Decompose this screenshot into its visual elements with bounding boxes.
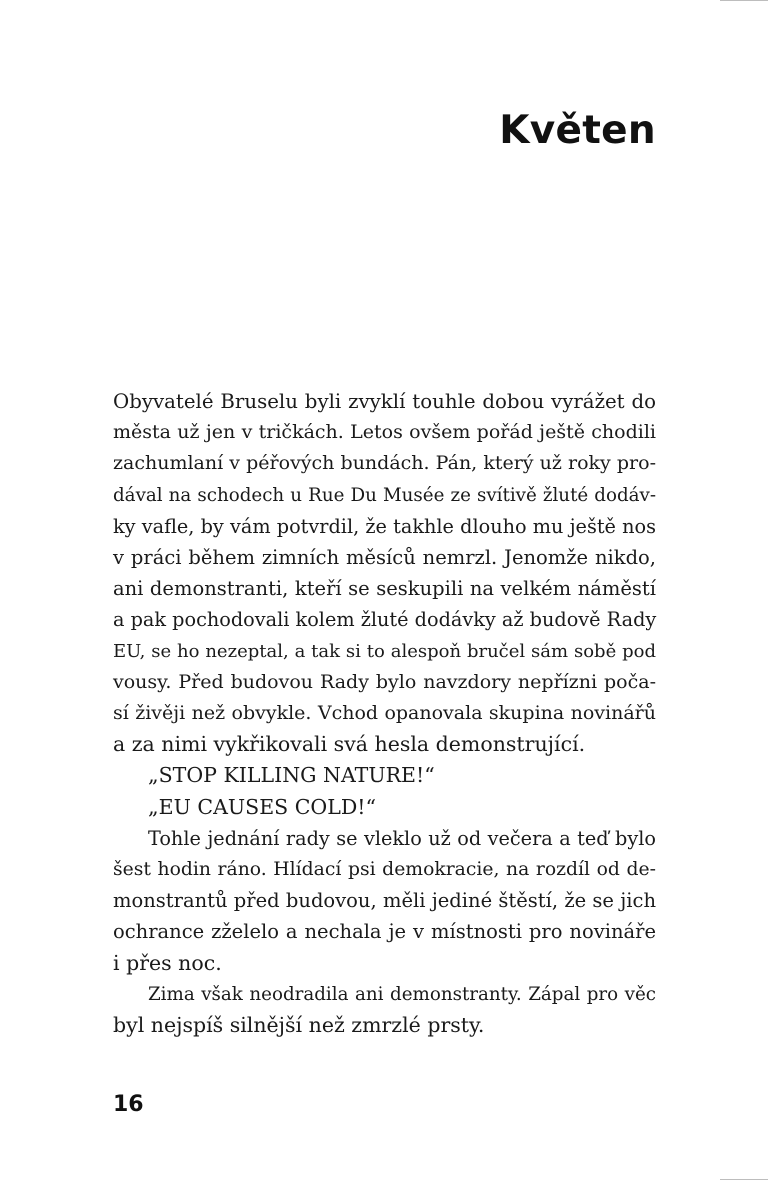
text-line: byl nejspíš silnější než zmrzlé prsty. [113, 1013, 485, 1038]
text-line: monstrantů před budovou, měli jediné štěstí, že se jich [113, 889, 656, 913]
text-line: ani demonstranti, kteří se seskupili na velkém náměstí [113, 577, 656, 601]
text-line: Obyvatelé Bruselu byli zvyklí touhle dobou vyrážet do [113, 390, 656, 413]
text-line: i přes noc. [113, 950, 222, 975]
chapter-title: Květen [499, 108, 656, 153]
text-line: Zima však neodradila ani demonstranty. Zápal pro věc [148, 983, 656, 1005]
text-line: v práci během zimních měsíců nemrzl. Jenomže nikdo, [113, 546, 656, 570]
text-line: šest hodin ráno. Hlídací psi demokracie, na rozdíl od de- [113, 859, 656, 881]
body-text [113, 386, 656, 1041]
text-line: dával na schodech u Rue Du Musée ze svítivě žluté dodáv- [113, 484, 656, 506]
page-number: 16 [113, 1092, 144, 1117]
crop-mark-top [720, 0, 768, 1]
text-line: sí živěji než obvykle. Vchod opanovala skupina novinářů [113, 702, 656, 725]
crop-mark-bottom [720, 1179, 768, 1180]
text-line: Tohle jednání rady se vleklo už od večera a teď bylo [148, 826, 656, 850]
text-line: ochrance zželelo a nechala je v místnosti pro novináře [113, 920, 656, 944]
text-line: vousy. Před budovou Rady bylo navzdory nepřízni poča- [113, 670, 656, 693]
text-line: ky vafle, by vám potvrdil, že takhle dlouho mu ještě nos [113, 514, 656, 538]
text-line: a za nimi vykřikovali svá hesla demonstrující. [113, 732, 586, 757]
text-line: EU, se ho nezeptal, a tak si to alespoň bručel sám sobě pod [113, 640, 656, 662]
text-line: „EU CAUSES COLD!“ [148, 794, 376, 819]
text-line: zachumlaní v péřových bundách. Pán, který už roky pro- [113, 452, 656, 475]
text-line: města už jen v tričkách. Letos ovšem pořád ještě chodili [113, 421, 656, 444]
text-line: a pak pochodovali kolem žluté dodávky až budově Rady [113, 608, 657, 632]
text-line: „STOP KILLING NATURE!“ [148, 763, 435, 788]
